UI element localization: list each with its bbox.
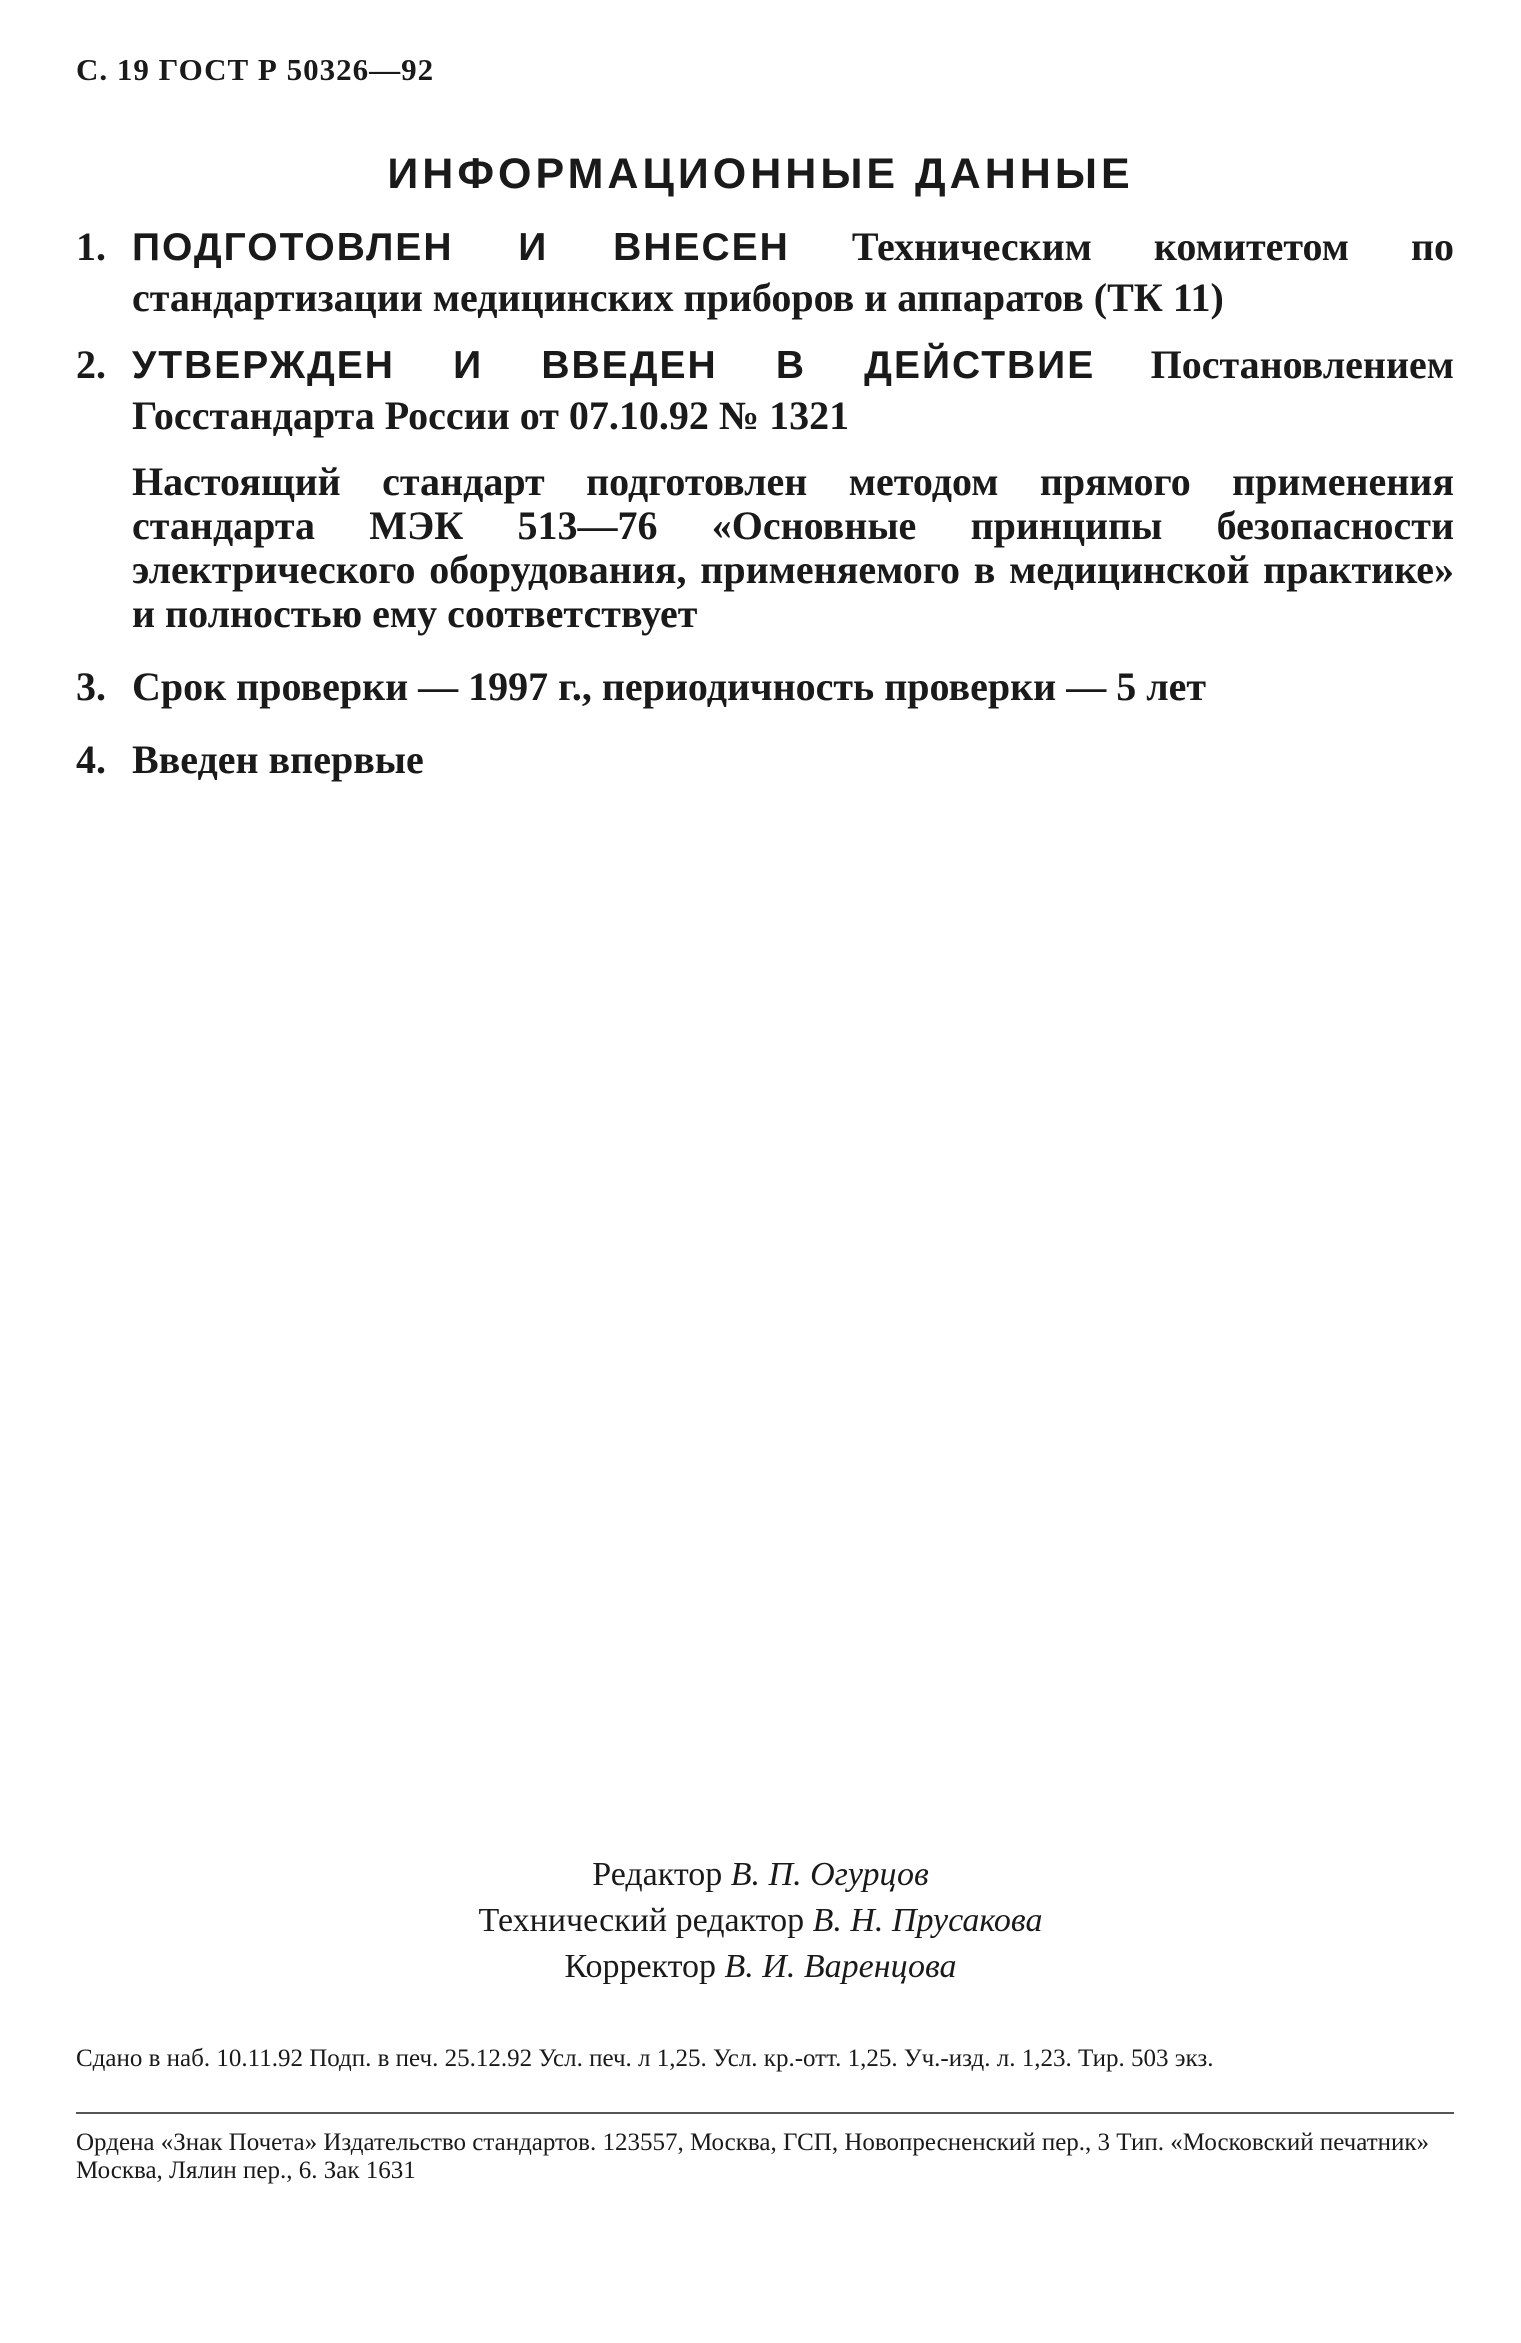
item-lead: УТВЕРЖДЕН И ВВЕДЕН В ДЕЙСТВИЕ — [132, 344, 1096, 387]
credit-person: В. П. Огурцов — [730, 1856, 929, 1893]
item-number: 2. — [76, 342, 106, 387]
item-text: Срок проверки — 1997 г., периодичность проверки — 5 лет — [132, 664, 1207, 709]
credit-person: В. И. Варенцова — [724, 1948, 957, 1985]
item-body — [132, 662, 1454, 712]
standard-note: Настоящий стандарт подготовлен методом прямого применения стандарта МЭК 513—76 «Основные принципы безопасности электрического оборудования, применяемого в медицинской практике» и полностью ему соответствует — [132, 459, 1454, 636]
list-item — [76, 222, 1454, 323]
credit-editor — [0, 1852, 1521, 1898]
credit-role: Редактор — [592, 1856, 723, 1893]
list-item — [76, 735, 1454, 785]
page-title: ИНФОРМАЦИОННЫЕ ДАННЫЕ — [387, 150, 1134, 198]
item-number: 3. — [76, 664, 106, 709]
item-lead: ПОДГОТОВЛЕН И ВНЕСЕН — [132, 226, 790, 269]
item-text: Введен впервые — [132, 737, 424, 782]
divider — [76, 2112, 1454, 2114]
credit-proofreader — [0, 1944, 1521, 1990]
item-body — [132, 340, 1454, 441]
imprint-print-details: Сдано в наб. 10.11.92 Подп. в печ. 25.12.92 Усл. печ. л 1,25. Усл. кр.-отт. 1,25. Уч.-изд. л. 1,23. Тир. 503 экз. — [76, 2045, 1214, 2072]
credits-block — [0, 1852, 1521, 1990]
imprint-publisher: Ордена «Знак Почета» Издательство стандартов. 123557, Москва, ГСП, Новопресненский пер., 3 Тип. «Московский печатник» Москва, Лялин пер., 6. Зак 1631 — [76, 2129, 1430, 2184]
credit-role: Технический редактор — [478, 1902, 805, 1939]
item-body — [132, 222, 1454, 323]
item-body — [132, 735, 1454, 785]
credit-role: Корректор — [564, 1948, 717, 1985]
item-number: 4. — [76, 737, 106, 782]
item-text: Техническим комитетом по стандартизации медицинских приборов и аппаратов (ТК 11) — [132, 224, 1454, 320]
list-item — [76, 662, 1454, 712]
list-item — [76, 340, 1454, 441]
item-number: 1. — [76, 224, 106, 269]
credit-person: В. Н. Прусакова — [812, 1902, 1043, 1939]
credit-tech-editor — [0, 1898, 1521, 1944]
page-header: С. 19 ГОСТ Р 50326—92 — [76, 52, 435, 87]
item-text: Постановлением Госстандарта России от 07.10.92 № 1321 — [132, 342, 1454, 438]
